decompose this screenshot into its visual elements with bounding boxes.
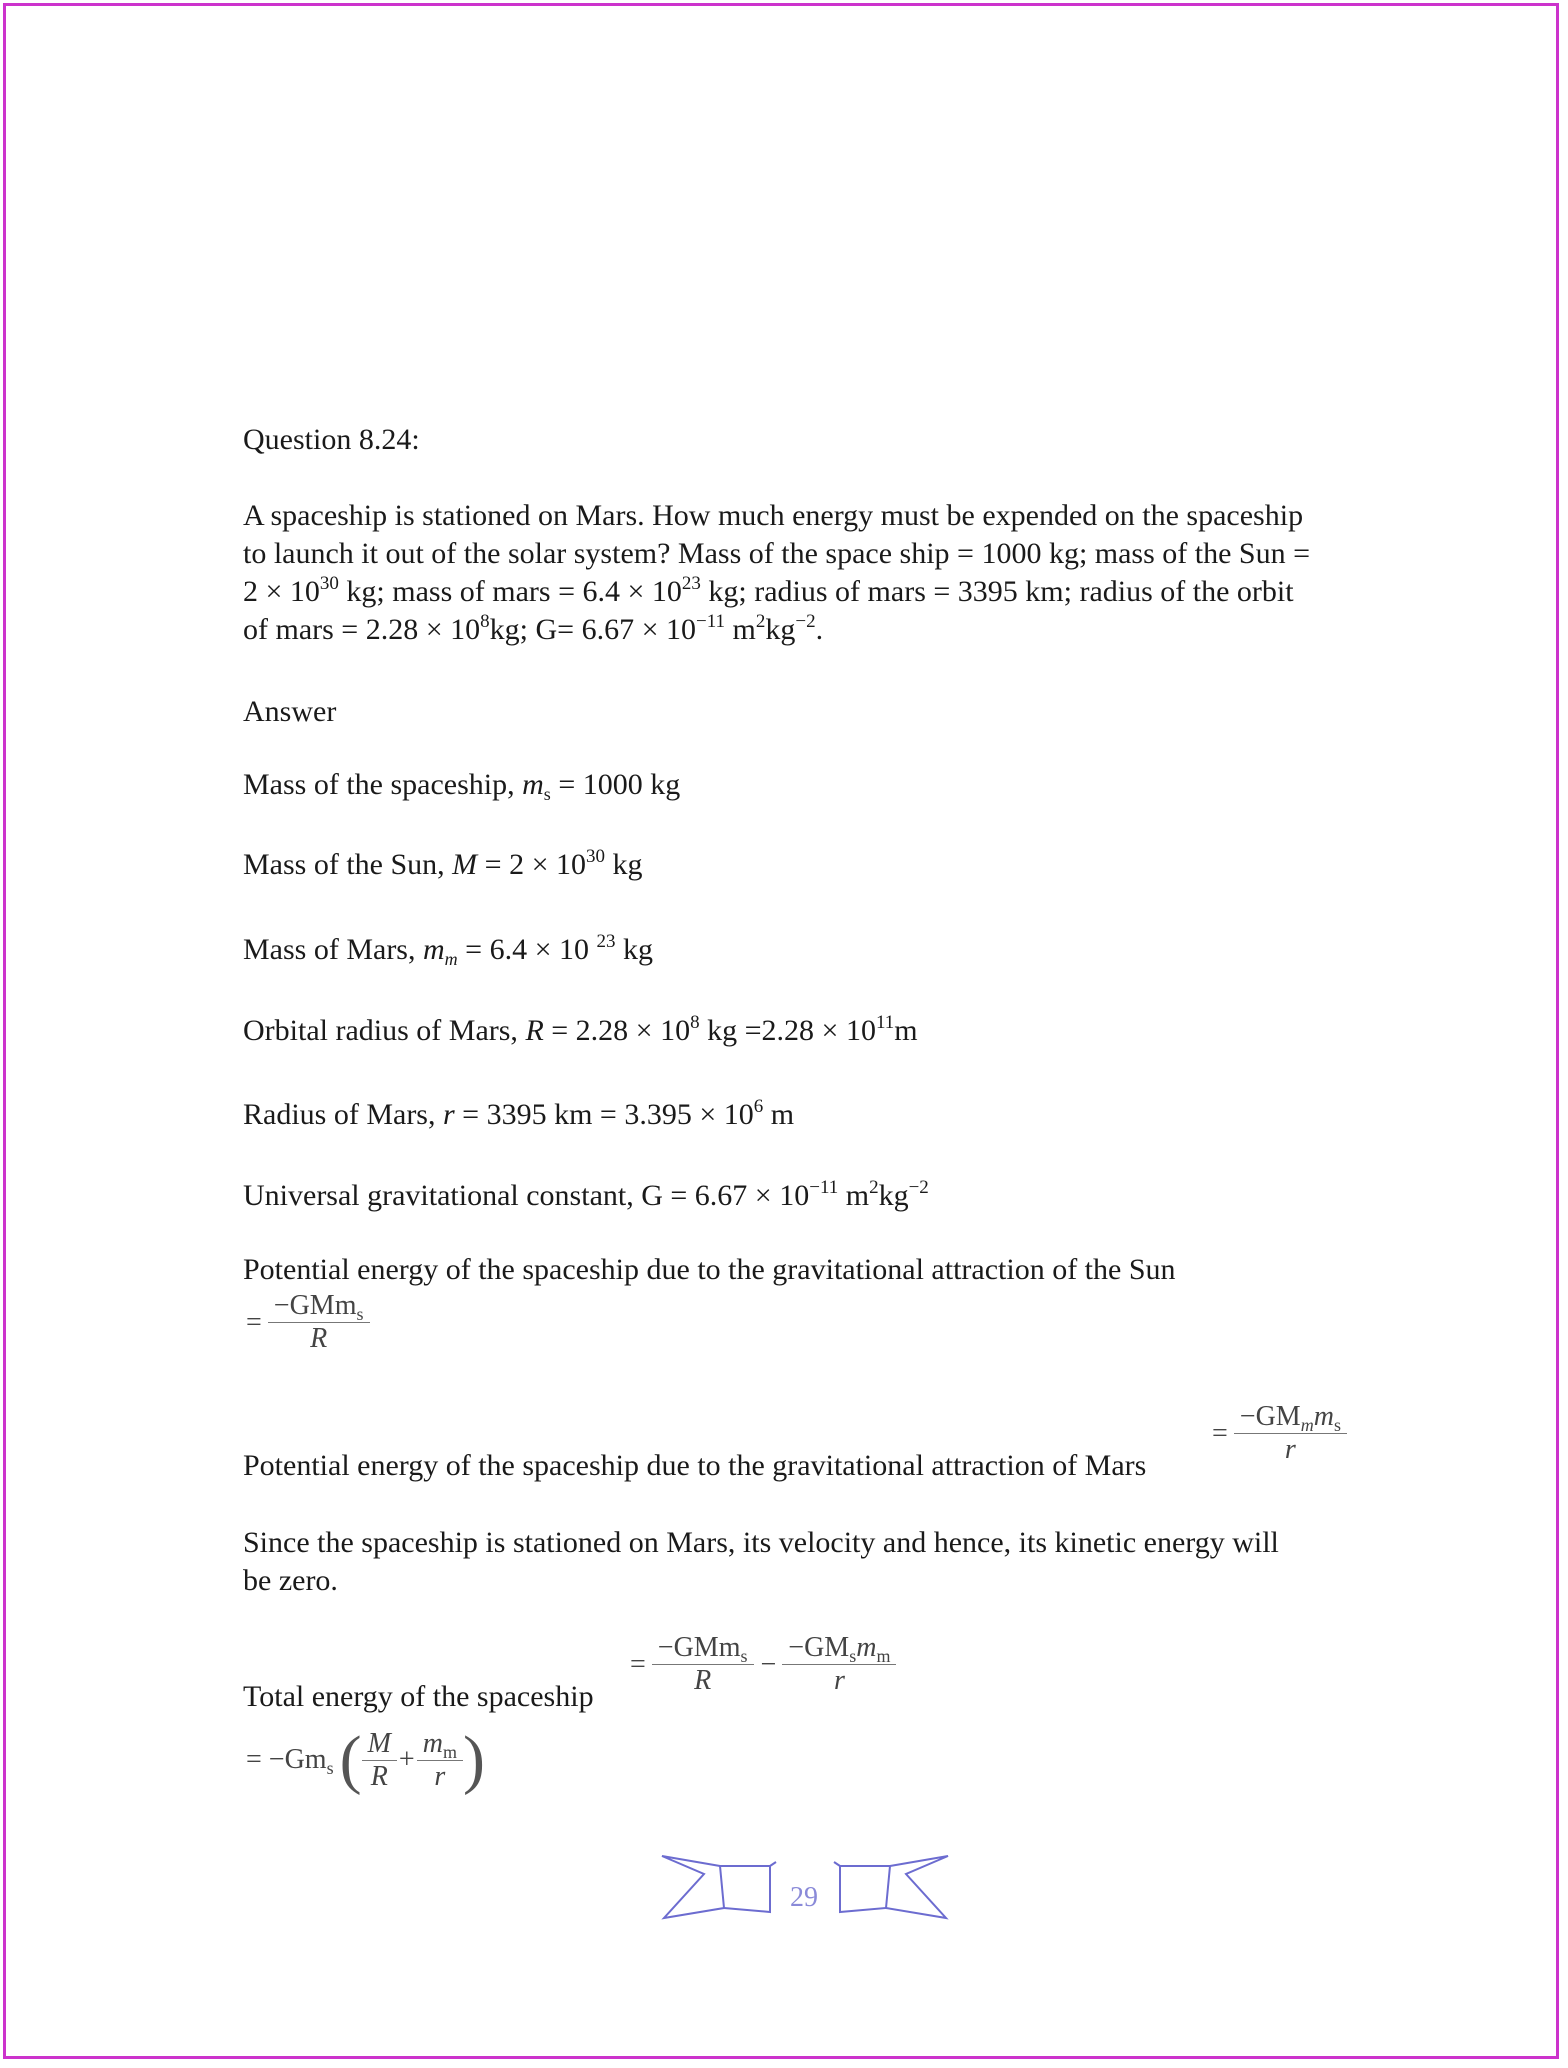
ke-line-2: be zero. (243, 1564, 338, 1597)
mass-sun-line: Mass of the Sun, $M = 2 \times 10^{30}$ kg (243, 846, 643, 881)
answer-heading: Answer (243, 695, 337, 728)
question-text-line-3: $2 \times 10^{30}$ kg; mass of mars = $6.4 \times 10^{23}$ kg; radius of mars = 3395 km; radius of the orbit (243, 573, 1294, 608)
mass-mars-line: Mass of Mars, $m_m = 6.4 \times 10$ $^{23}$ kg (243, 931, 654, 969)
ke-line-1: Since the spaceship is stationed on Mars, its velocity and hence, its kinetic energy will (243, 1526, 1279, 1559)
mass-spaceship-line: Mass of the spaceship, $m_s = 1000$ kg (243, 768, 681, 804)
question-text-line-4: of mars = $2.28 \times 10^8kg$; $G= 6.67 \times 10^{-11}$ $m^2kg^{-2}$. (243, 611, 824, 646)
orbital-radius-line: Orbital radius of Mars, $R = 2.28 \times 10^8$ kg $=2.28 \times 10^{11}m$ (243, 1012, 918, 1047)
pe-mars-text: Potential energy of the spaceship due to the gravitational attraction of Mars (243, 1449, 1147, 1482)
total-energy-simplified: = $-Gm_s$( $\frac{M}{R}$ + $\frac{m_m}{r}$ ) (246, 1723, 485, 1796)
gravitational-constant-line: Universal gravitational constant, $G = 6.67 \times 10^{-11}$ $m^2kg^{-2}$ (243, 1177, 929, 1212)
radius-mars-line: Radius of Mars, r = 3395 km = $3.395 \times 10^6$ m (243, 1096, 795, 1131)
page-number: 29 (790, 1882, 818, 1913)
question-text-line-2: to launch it out of the solar system? Mass of the space ship = 1000 kg; mass of the Sun = (243, 537, 1311, 570)
total-energy-equation: = $\frac{-GMm_s}{R}$ − $\frac{-GM_sm_m}{r}$ (630, 1632, 896, 1697)
question-title: Question 8.24: (243, 423, 420, 456)
pe-sun-text: Potential energy of the spaceship due to the gravitational attraction of the Sun (243, 1253, 1176, 1286)
pe-sun-equation: = $\frac{-GMm_s}{R}$ (246, 1290, 370, 1355)
question-text-line-1: A spaceship is stationed on Mars. How much energy must be expended on the spaceship (243, 499, 1304, 532)
total-energy-text: Total energy of the spaceship (243, 1680, 594, 1713)
pe-mars-equation: = $\frac{-GM_mm_s}{r}$ (1212, 1401, 1347, 1466)
